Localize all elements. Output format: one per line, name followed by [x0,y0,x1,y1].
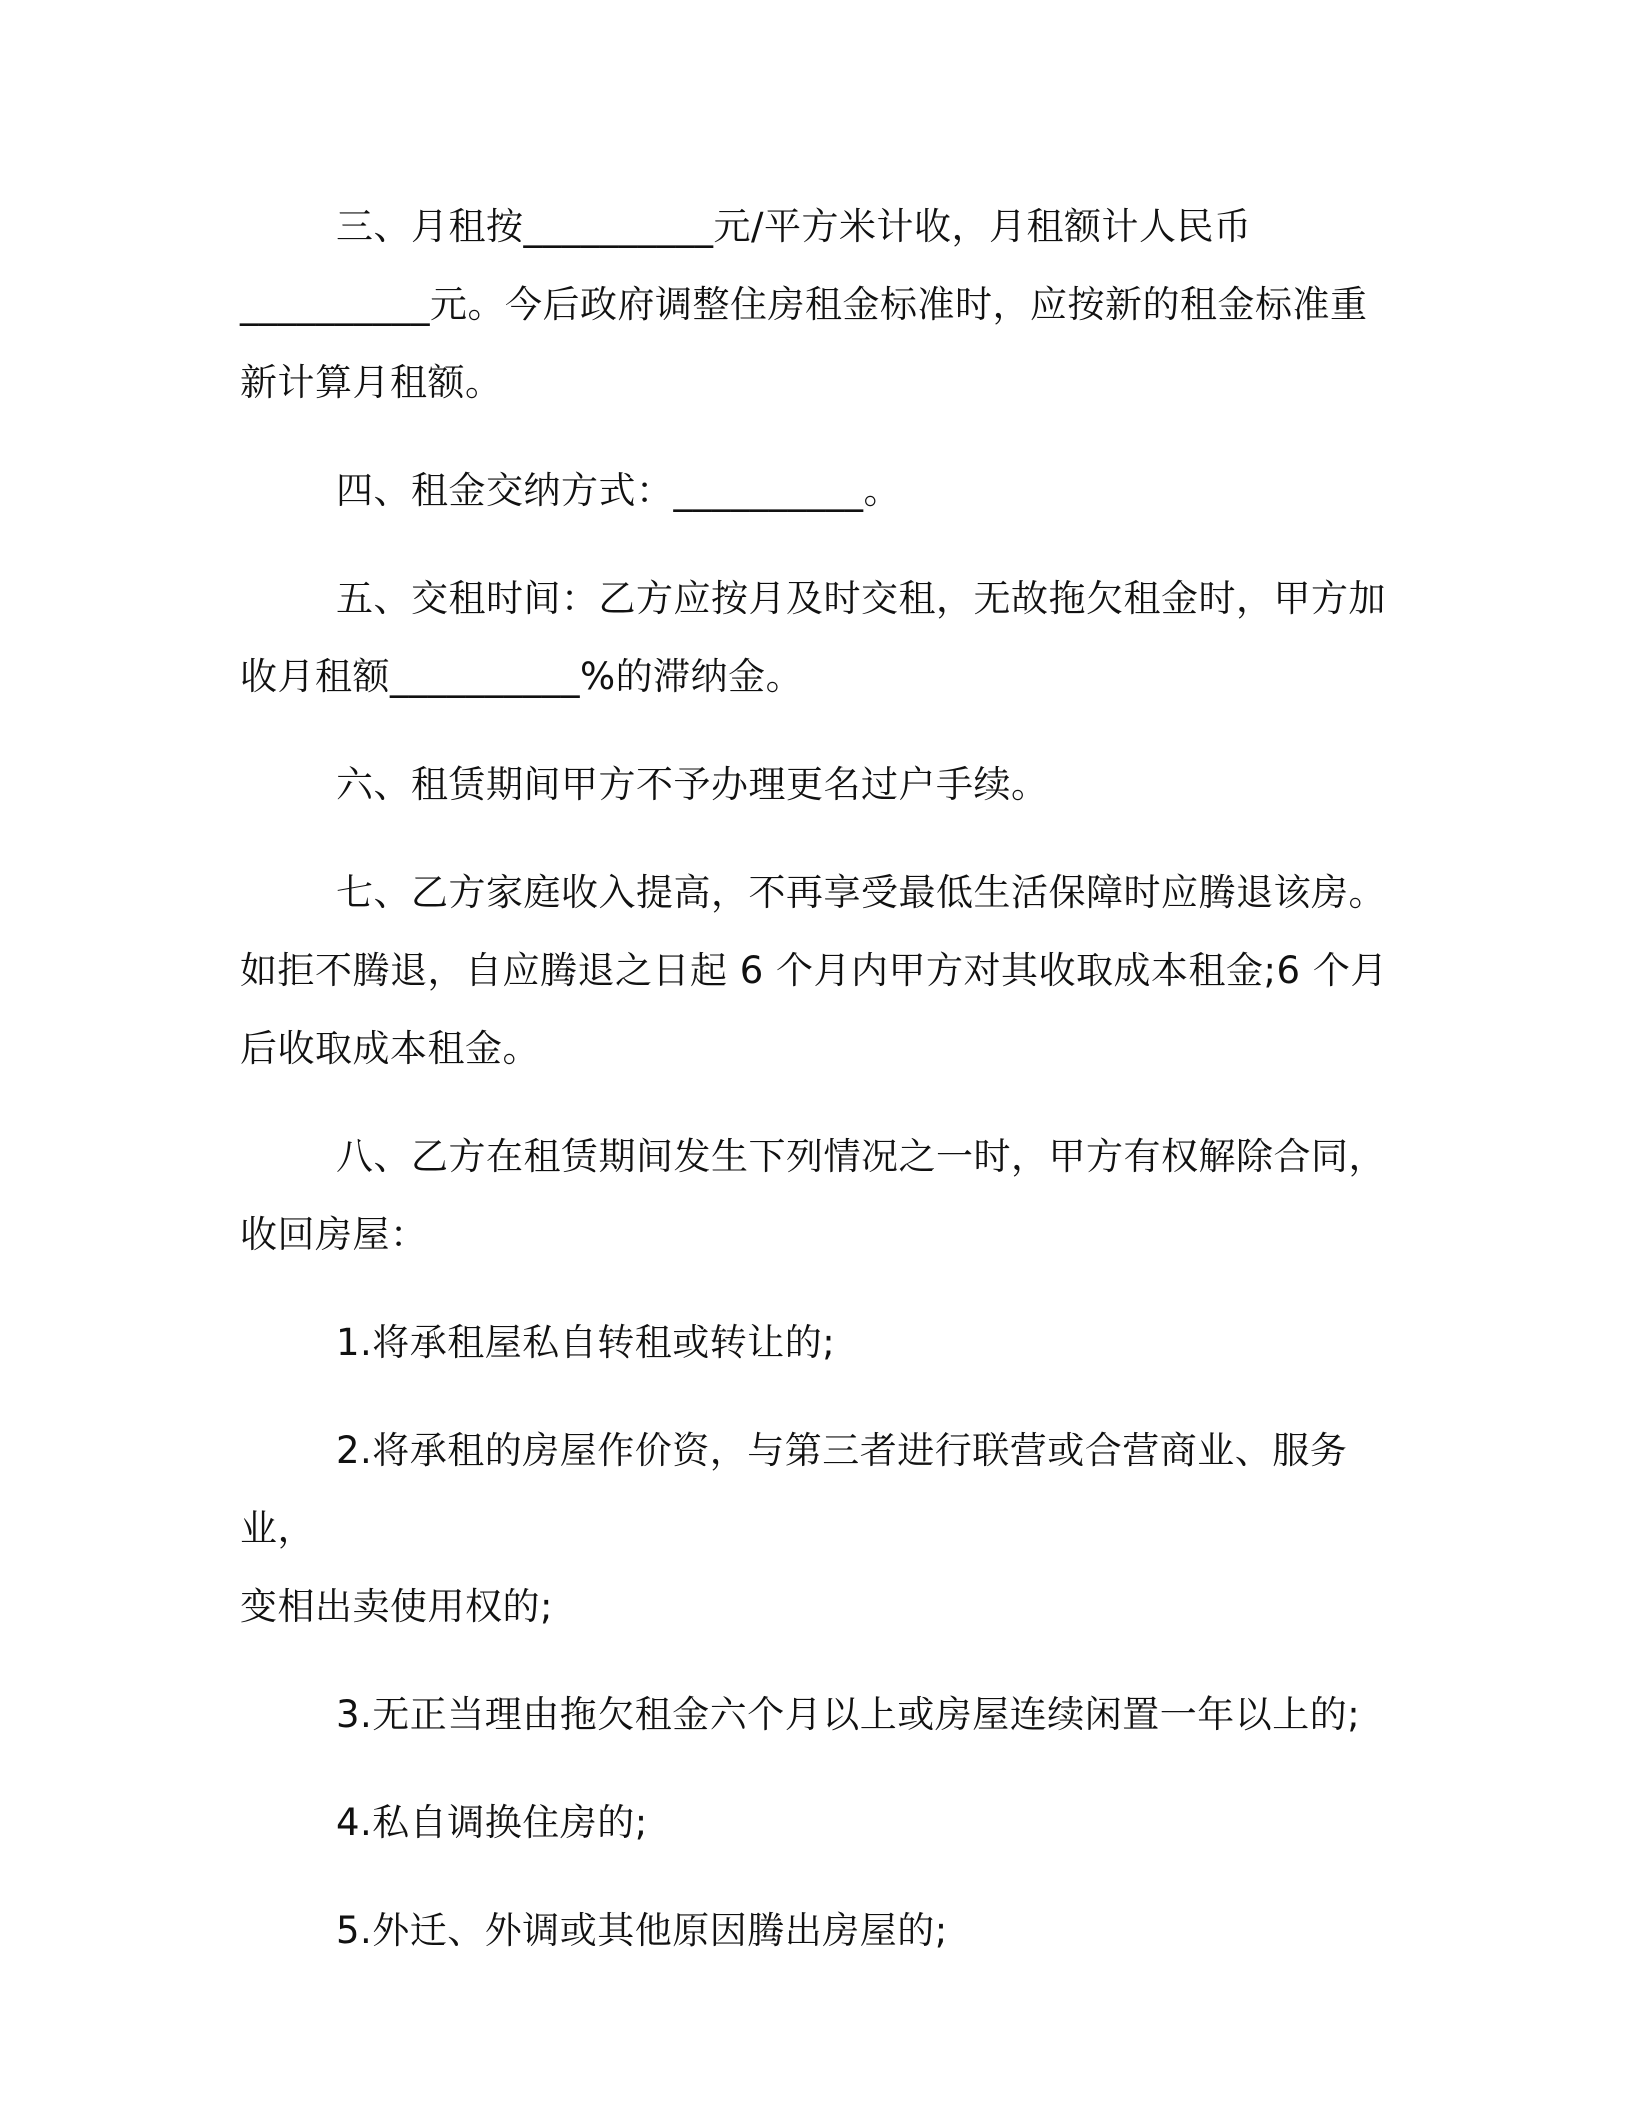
text-line: 如拒不腾退，自应腾退之日起 6 个月内甲方对其收取成本租金;6 个月 [240,949,1388,992]
text-line: 1.将承租屋私自转租或转让的; [336,1321,836,1364]
list-item-3 [240,1676,1400,1754]
text-line: 收月租额__________%的滞纳金。 [240,655,804,698]
text-line: 八、乙方在租赁期间发生下列情况之一时，甲方有权解除合同， [336,1135,1386,1178]
clause-7-paragraph [240,854,1400,1088]
clause-4-paragraph [240,452,1400,530]
text-line: 三、月租按__________元/平方米计收，月租额计人民币 [336,205,1252,248]
text-line: 收回房屋： [240,1213,428,1256]
list-item-5 [240,1892,1400,1970]
text-line: 五、交租时间：乙方应按月及时交租，无故拖欠租金时，甲方加 [336,577,1386,620]
text-line: __________元。今后政府调整住房租金标准时，应按新的租金标准重 [240,283,1368,326]
list-item-4 [240,1784,1400,1862]
clause-3-paragraph [240,188,1400,422]
text-line: 后收取成本租金。 [240,1027,540,1070]
list-item-2 [240,1412,1400,1646]
text-line: 七、乙方家庭收入提高，不再享受最低生活保障时应腾退该房。 [336,871,1386,914]
text-line: 4.私自调换住房的; [336,1801,648,1844]
text-line: 5.外迁、外调或其他原因腾出房屋的; [336,1909,948,1952]
text-line: 六、租赁期间甲方不予办理更名过户手续。 [336,763,1049,806]
text-line: 四、租金交纳方式：__________。 [336,469,901,512]
text-line: 变相出卖使用权的; [240,1585,553,1628]
clause-5-paragraph [240,560,1400,716]
clause-6-paragraph [240,746,1400,824]
text-line: 新计算月租额。 [240,361,503,404]
text-line: 2.将承租的房屋作价资，与第三者进行联营或合营商业、服务业， [240,1429,1348,1550]
document-body [240,188,1400,2000]
clause-8-paragraph [240,1118,1400,1274]
text-line: 3.无正当理由拖欠租金六个月以上或房屋连续闲置一年以上的; [336,1693,1361,1736]
list-item-1 [240,1304,1400,1382]
